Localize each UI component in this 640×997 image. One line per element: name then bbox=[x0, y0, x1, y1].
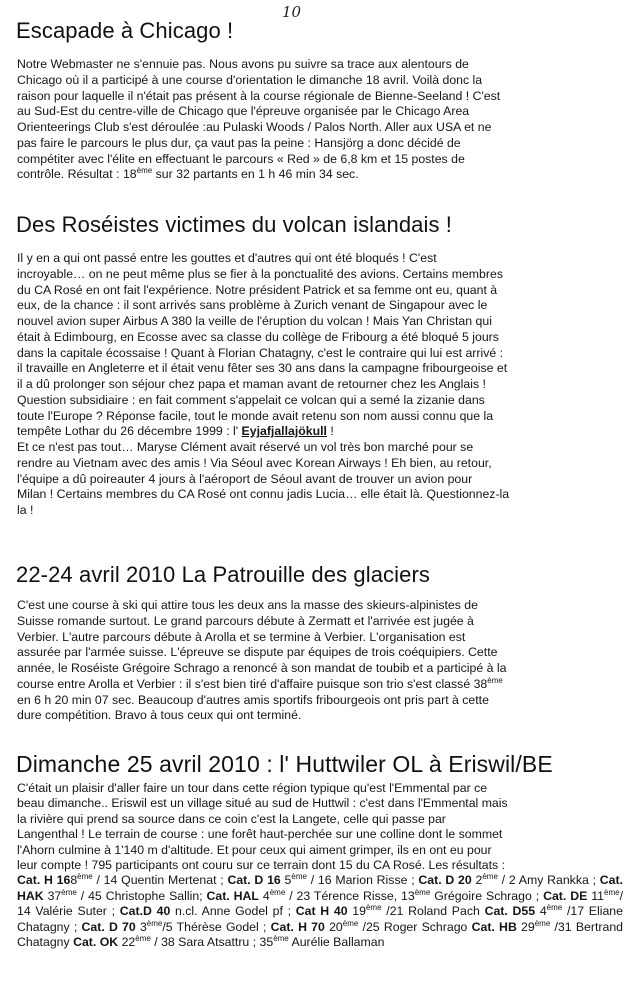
result-rank: 2 bbox=[471, 873, 483, 888]
result-rank-suffix: ème bbox=[342, 918, 359, 928]
result-detail: n.cl. Anne Godel pf ; bbox=[170, 904, 296, 919]
result-detail: /5 Thérèse Godel ; bbox=[162, 919, 271, 934]
result-detail: Grégoire Schrago ; bbox=[430, 888, 544, 903]
volcano-name: Eyjafjallajökull bbox=[241, 424, 327, 439]
body-line: compétiter avec l'élite en effectuant le parcours « Red » de 6,8 km et 15 postes de bbox=[17, 151, 465, 166]
body-line: était à Edimbourg, en Ecosse avec sa classe du collège de Fribourg a été bloqué 5 jours bbox=[17, 329, 499, 344]
result-rank: 29 bbox=[516, 919, 535, 934]
result-category: Cat. D 16 bbox=[227, 873, 281, 888]
result-category: Cat.D 40 bbox=[119, 904, 171, 919]
result-rank-suffix: ème bbox=[546, 903, 563, 913]
body-line: Et ce n'est pas tout… Maryse Clément avait réservé un vol très bon marché pour se bbox=[17, 440, 474, 454]
result-entry bbox=[415, 889, 543, 903]
result-rank: 11 bbox=[587, 888, 605, 903]
article-body-volcano bbox=[17, 251, 623, 519]
result-category: Cat. OK bbox=[73, 935, 119, 950]
body-line: Milan ! Certains membres du CA Rosé ont connu jadis Lucia… elle était là. Questionnez-la bbox=[17, 487, 510, 502]
result-entry bbox=[227, 873, 418, 887]
result-detail: Aurélie Ballaman bbox=[288, 935, 385, 950]
result-entry bbox=[207, 889, 415, 903]
body-line: la ! bbox=[17, 503, 34, 517]
result-rank: 22 bbox=[118, 935, 136, 950]
article-body-huttwiler bbox=[17, 781, 623, 950]
result-rank: 37 bbox=[43, 888, 62, 903]
body-line: Orienteerings Club s'est déroulée :au Pulaski Woods / Palos North. Aller aux USA et ne bbox=[17, 120, 492, 134]
result-detail: / 2 Amy Rankka ; bbox=[497, 873, 600, 888]
result-entry bbox=[273, 935, 384, 949]
result-category: Cat. D55 bbox=[484, 904, 536, 919]
result-rank: 19 bbox=[347, 904, 366, 919]
body-line: C'était un plaisir d'aller faire un tour dans cette région typique qu'est l'Emmental par ce bbox=[17, 781, 488, 795]
body-line: nouvel avion super Airbus A 380 la veille de l'éruption du volcan ! Mais Yan Christan qui bbox=[17, 314, 492, 328]
result-rank: 3 bbox=[135, 919, 147, 934]
result-detail: / 16 Marion Risse ; bbox=[306, 873, 419, 888]
body-line: au Sud-Est du centre-ville de Chicago que l'épreuve organisée par le Chicago Area bbox=[17, 104, 470, 119]
article-title-chicago: Escapade à Chicago ! bbox=[16, 18, 234, 43]
result-category: Cat. HAK bbox=[17, 873, 624, 903]
body-line: eux, de la chance : il sont arrivés sans problème à Zurich venant de Singapour avec le bbox=[17, 298, 488, 313]
body-line: Notre Webmaster ne s'ennuie pas. Nous avons pu suivre sa trace aux alentours de bbox=[17, 57, 469, 71]
result-rank-suffix: ème bbox=[135, 933, 151, 943]
result-entry bbox=[271, 920, 472, 934]
result-detail: /25 Roger Schrago bbox=[358, 919, 472, 934]
result-category: Cat. HAL bbox=[206, 888, 259, 903]
body-line: Chicago où il a participé à une course d'orientation le dimanche 18 avril. Voilà donc la bbox=[17, 72, 483, 87]
result-detail: /31 Bertrand Chatagny bbox=[17, 919, 623, 950]
result-rank-suffix: ème bbox=[291, 872, 307, 882]
body-line: il a dû prolonger son séjour chez papa et maman avant de retourner chez les Anglais ! bbox=[17, 377, 486, 391]
result-rank: 8 bbox=[70, 873, 78, 888]
result-category: Cat. D 70 bbox=[81, 919, 136, 934]
body-line: Il y en a qui ont passé entre les gouttes et d'autres qui ont été bloqués ! C'est bbox=[17, 251, 437, 265]
body-line: beau dimanche.. Eriswil est un village situé au sud de Huttwil : c'est dans l'Emmental mais bbox=[17, 796, 508, 811]
page-number: 10 bbox=[282, 3, 302, 21]
result-detail: /21 Roland Pach bbox=[381, 904, 485, 919]
result-rank-suffix: ème bbox=[414, 887, 431, 897]
article-body-chicago bbox=[17, 57, 623, 183]
result-detail: / 38 Sara Atsattru ; 35 bbox=[150, 935, 274, 950]
result-rank: 4 bbox=[258, 888, 270, 903]
article-title-huttwiler: Dimanche 25 avril 2010 : l' Huttwiler OL à Eriswil/BE bbox=[16, 751, 553, 777]
body-line: toute l'Europe ? Réponse facile, tout le monde avait retenu son nom aussi connu que la bbox=[17, 408, 494, 423]
body-line: l'équipe a dû poireauter 4 jours à l'aéroport de Séoul avant de trouver un avion pour bbox=[17, 471, 473, 486]
article-title-patrouille: 22-24 avril 2010 La Patrouille des glaciers bbox=[16, 562, 430, 587]
body-line: l'Ahorn culmine à 1'140 m d'altitude. Et pour ceux qui aiment grimper, ils en ont eu pour bbox=[17, 842, 492, 857]
result-entry bbox=[82, 920, 271, 934]
result-detail: / 23 Térence Risse, 13 bbox=[285, 888, 415, 903]
result-rank-suffix: ème bbox=[61, 887, 77, 897]
result-entry bbox=[296, 904, 485, 918]
body-line: en 6 h 20 min 07 sec. Beaucoup d'autres amis sportifs fribourgeois ont pris part à cette bbox=[17, 692, 489, 707]
storm-line: tempête Lothar du 26 décembre 1999 : l' Eyjafjallajökull ! bbox=[17, 424, 334, 439]
body-line: C'est une course à ski qui attire tous les deux ans la masse des skieurs-alpinistes de bbox=[17, 598, 478, 612]
results-list bbox=[17, 873, 623, 949]
article-title-volcano: Des Roséistes victimes du volcan islandais ! bbox=[16, 212, 453, 237]
result-rank-suffix: ème bbox=[365, 903, 382, 913]
result-category: Cat. D 20 bbox=[418, 873, 472, 888]
body-line: Suisse romande surtout. Le grand parcours débute à Zermatt et l'arrivée est jugée à bbox=[17, 613, 474, 628]
body-line: Question subsidiaire : en fait comment s'appelait ce volcan qui a semé la zizanie dans bbox=[17, 392, 485, 407]
result-category: Cat. HB bbox=[471, 919, 517, 934]
result-rank: 20 bbox=[324, 919, 343, 934]
result-category: Cat. H 16 bbox=[17, 873, 71, 888]
body-line: raison pour laquelle il n'était pas présent à la course régionale de Bienne-Seeland ! C'est bbox=[17, 88, 501, 103]
result-rank-suffix: ème bbox=[534, 918, 551, 928]
body-line: il travaille en Angleterre et il était venu fêter ses 30 ans dans la campagne fribourgeoise et bbox=[17, 361, 508, 376]
body-line: Langenthal ! Le terrain de course : une forêt haut-perchée sur une colline dont le sommet bbox=[17, 827, 503, 842]
article-body-patrouille bbox=[17, 598, 623, 724]
result-line: contrôle. Résultat : 18ème sur 32 partants en 1 h 46 min 34 sec. bbox=[17, 166, 359, 182]
body-line: leur compte ! 795 participants ont couru sur ce terrain dont 15 du CA Rosé. Les résultats : bbox=[17, 858, 506, 873]
result-category: Cat H 40 bbox=[295, 904, 348, 919]
result-rank-suffix: ème bbox=[604, 887, 620, 897]
body-line: la rivière qui prend sa source dans ce coin c'est la Langete, celle qui passe par bbox=[17, 811, 446, 826]
result-detail: / 45 Christophe Sallin; bbox=[76, 888, 207, 903]
result-rank-suffix: ème bbox=[273, 933, 289, 943]
body-line: Verbier. L'autre parcours débute à Arolla et se termine à Verbier. L'organisation est bbox=[17, 629, 466, 644]
result-entry bbox=[73, 935, 273, 949]
result-detail: / 14 Valérie Suter ; bbox=[17, 888, 623, 919]
result-rank: 4 bbox=[535, 904, 547, 919]
result-entry bbox=[418, 873, 599, 887]
body-line: pas faire le parcours le plus dur, ça vaut pas la peine : Hansjörg a donc décidé de bbox=[17, 135, 461, 150]
result-rank: 5 bbox=[280, 873, 292, 888]
body-line: dans la capitale écossaise ! Quant à Florian Chatagny, c'est le contraire qui lui est arrivé : bbox=[17, 345, 504, 360]
body-line: assurée par l'armée suisse. L'épreuve se dispute par équipes de trois coéquipiers. Cette bbox=[17, 645, 498, 660]
rank-line: course entre Arolla et Verbier : il s'est bien tiré d'affaire puisque son trio s'est classé 38ème bbox=[17, 675, 503, 691]
body-line: dure compétition. Bravo à tous ceux qui ont terminé. bbox=[17, 708, 302, 723]
result-rank-suffix: ème bbox=[269, 887, 286, 897]
result-rank-suffix: ème bbox=[482, 872, 498, 882]
result-rank-suffix: ème bbox=[146, 918, 163, 928]
body-line: rendre au Vietnam avec des amis ! Via Séoul avec Korean Airways ! Eh bien, au retour, bbox=[17, 455, 492, 470]
result-category: Cat. H 70 bbox=[270, 919, 325, 934]
body-line: du CA Rosé en ont fait l'expérience. Notre président Patrick et sa femme ont eu, quant à bbox=[17, 282, 498, 297]
result-entry bbox=[120, 904, 296, 918]
result-entry bbox=[17, 873, 227, 887]
result-detail: / 14 Quentin Mertenat ; bbox=[92, 873, 228, 888]
body-line: incroyable… on ne peut même plus se fier à la ponctualité des avions. Certains membres bbox=[17, 266, 503, 281]
result-rank-suffix: ème bbox=[77, 872, 93, 882]
result-detail: /17 Eliane Chatagny ; bbox=[17, 904, 623, 934]
result-category: Cat. DE bbox=[543, 888, 588, 903]
body-line: année, le Roséiste Grégoire Schrago a renoncé à son mandat de toubib et a participé à la bbox=[17, 661, 507, 675]
